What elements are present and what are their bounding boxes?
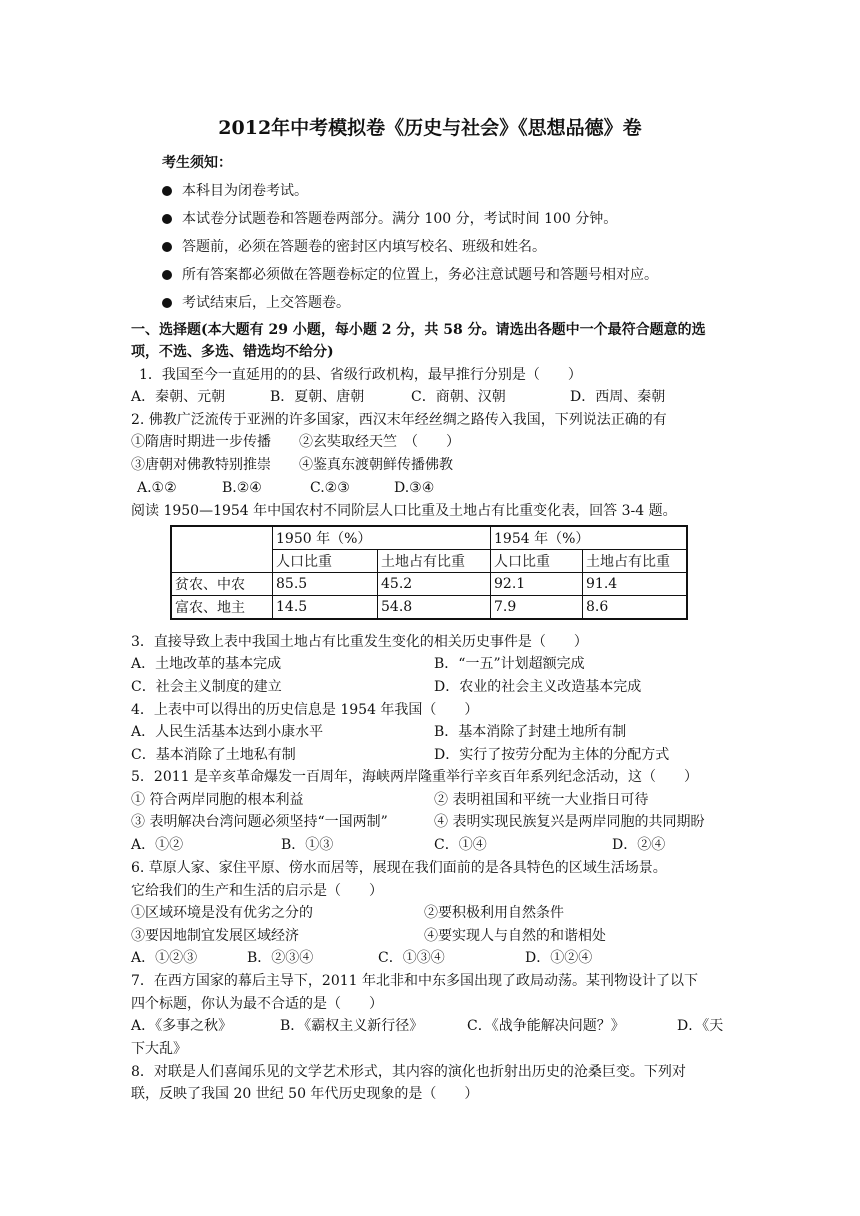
q3-stem: 3．直接导致上表中我国土地占有比重发生变化的相关历史事件是（ ）	[131, 634, 588, 650]
q2-statements-2: ③唐朝对佛教特别推崇 ④鉴真东渡朝鲜传播佛教	[131, 457, 453, 473]
q6-statement-1: ①区域环境是没有优劣之分的	[131, 905, 313, 921]
q6-option-a: A．①②③	[131, 950, 198, 966]
table-cell: 91.4	[583, 573, 688, 596]
q4-option-b: B．基本消除了封建土地所有制	[434, 724, 627, 740]
q5-option-a: A．①②	[131, 837, 184, 853]
q6-option-c: C．①③④	[378, 950, 445, 966]
table-cell: 85.5	[273, 573, 378, 596]
q1-stem: 1．我国至今一直延用的的县、省级行政机构，最早推行分别是（ ）	[139, 367, 582, 383]
q6-stem-cont: 它给我们的生产和生活的启示是（ ）	[131, 883, 383, 899]
q3-option-b: B．“一五”计划超额完成	[434, 656, 585, 672]
table-row-label: 贫农、中农	[171, 573, 273, 596]
table-row-label: 富农、地主	[171, 596, 273, 620]
table-cell: 54.8	[378, 596, 491, 620]
table-subheader: 土地占有比重	[378, 550, 491, 573]
q3-option-a: A．土地改革的基本完成	[131, 656, 282, 672]
q7-option-d-cont: 下大乱》	[131, 1041, 187, 1057]
q7-option-d: D．《天	[677, 1018, 724, 1034]
reading-intro: 阅读 1950—1954 年中国农村不同阶层人口比重及土地占有比重变化表，回答 3-4 题。	[131, 503, 677, 519]
section-heading-cont: 项，不选、多选、错选均不给分)	[131, 344, 334, 360]
land-table	[170, 525, 688, 620]
q8-stem-cont: 联，反映了我国 20 世纪 50 年代历史现象的是（ ）	[131, 1086, 479, 1102]
notice-item: 考试结束后，上交答题卷。	[162, 292, 350, 314]
q6-stem: 6. 草原人家、家住平原、傍水而居等，展现在我们面前的是各具特色的区域生活场景。	[131, 860, 667, 876]
table-row	[171, 573, 687, 596]
q6-option-b: B．②③④	[247, 950, 314, 966]
table-subheader: 土地占有比重	[583, 550, 688, 573]
q4-option-a: A．人民生活基本达到小康水平	[131, 724, 324, 740]
q6-statement-3: ③要因地制宜发展区域经济	[131, 928, 299, 944]
q5-statement-1: ① 符合两岸同胞的根本利益	[131, 792, 304, 808]
table-cell: 8.6	[583, 596, 688, 620]
q3-option-c: C．社会主义制度的建立	[131, 679, 282, 695]
q4-option-c: C．基本消除了土地私有制	[131, 747, 296, 763]
notice-item: 本科目为闭卷考试。	[162, 180, 308, 202]
q5-option-d: D．②④	[612, 837, 666, 853]
bullet-icon	[162, 214, 172, 224]
notice-item: 本试卷分试题卷和答题卷两部分。满分 100 分，考试时间 100 分钟。	[162, 208, 617, 230]
q1-option-d: D．西周、秦朝	[570, 389, 666, 405]
bullet-icon	[162, 298, 172, 308]
q6-option-d: D．①②④	[525, 950, 593, 966]
bullet-icon	[162, 242, 172, 252]
table-row	[171, 596, 687, 620]
table-cell: 14.5	[273, 596, 378, 620]
q1-option-a: A．秦朝、元朝	[131, 389, 226, 405]
q8-stem: 8．对联是人们喜闻乐见的文学艺术形式，其内容的演化也折射出历史的沧桑巨变。下列对	[131, 1064, 686, 1080]
exam-title: 2012年中考模拟卷《历史与社会》《思想品德》卷	[218, 117, 642, 139]
section-heading: 一、选择题(本大题有 29 小题，每小题 2 分，共 58 分。请选出各题中一个最符合题意的选	[131, 322, 706, 338]
table-year-1950: 1950 年（%）	[273, 526, 491, 550]
q1-option-c: C．商朝、汉朝	[411, 389, 506, 405]
q2-option-d: D.③④	[394, 480, 435, 496]
table-corner	[171, 526, 273, 573]
q7-option-b: B．《霸权主义新行径》	[280, 1018, 424, 1034]
q7-stem: 7．在西方国家的幕后主导下，2011 年北非和中东多国出现了政局动荡。某刊物设计了以下	[131, 973, 698, 989]
q5-option-c: C．①④	[434, 837, 487, 853]
q2-option-b: B.②④	[222, 480, 262, 496]
q1-option-b: B．夏朝、唐朝	[270, 389, 365, 405]
bullet-icon	[162, 270, 172, 280]
q2-stem: 2. 佛教广泛流传于亚洲的许多国家，西汉末年经丝绸之路传入我国，下列说法正确的有	[131, 412, 667, 428]
q5-stem: 5．2011 是辛亥革命爆发一百周年，海峡两岸隆重举行辛亥百年系列纪念活动，这（ ）	[131, 769, 698, 785]
q5-option-b: B．①③	[281, 837, 334, 853]
q7-option-c: C．《战争能解决问题？》	[467, 1018, 625, 1034]
q3-option-d: D．农业的社会主义改造基本完成	[434, 679, 642, 695]
q5-statement-4: ④ 表明实现民族复兴是两岸同胞的共同期盼	[434, 814, 705, 830]
table-subheader: 人口比重	[491, 550, 583, 573]
table-year-1954: 1954 年（%）	[491, 526, 688, 550]
q2-option-a: A.①②	[137, 480, 177, 496]
notice-heading: 考生须知：	[162, 155, 232, 171]
notice-item: 所有答案都必须做在答题卷标定的位置上，务必注意试题号和答题号相对应。	[162, 264, 658, 286]
q2-option-c: C.②③	[310, 480, 350, 496]
q4-stem: 4．上表中可以得出的历史信息是 1954 年我国（ ）	[131, 702, 479, 718]
table-cell: 7.9	[491, 596, 583, 620]
table-cell: 92.1	[491, 573, 583, 596]
q6-statement-2: ②要积极利用自然条件	[424, 905, 564, 921]
q7-stem-cont: 四个标题，你认为最不合适的是（ ）	[131, 996, 383, 1012]
q5-statement-3: ③ 表明解决台湾问题必须坚持“一国两制”	[131, 814, 388, 830]
q4-option-d: D．实行了按劳分配为主体的分配方式	[434, 747, 670, 763]
bullet-icon	[162, 186, 172, 196]
q7-option-a: A．《多事之秋》	[131, 1018, 233, 1034]
table-subheader: 人口比重	[273, 550, 378, 573]
q5-statement-2: ② 表明祖国和平统一大业指日可待	[434, 792, 649, 808]
notice-item: 答题前，必须在答题卷的密封区内填写校名、班级和姓名。	[162, 236, 546, 258]
q6-statement-4: ④要实现人与自然的和谐相处	[424, 928, 606, 944]
q2-statements-1: ①隋唐时期进一步传播 ②玄奘取经天竺 （ ）	[131, 434, 460, 450]
table-cell: 45.2	[378, 573, 491, 596]
